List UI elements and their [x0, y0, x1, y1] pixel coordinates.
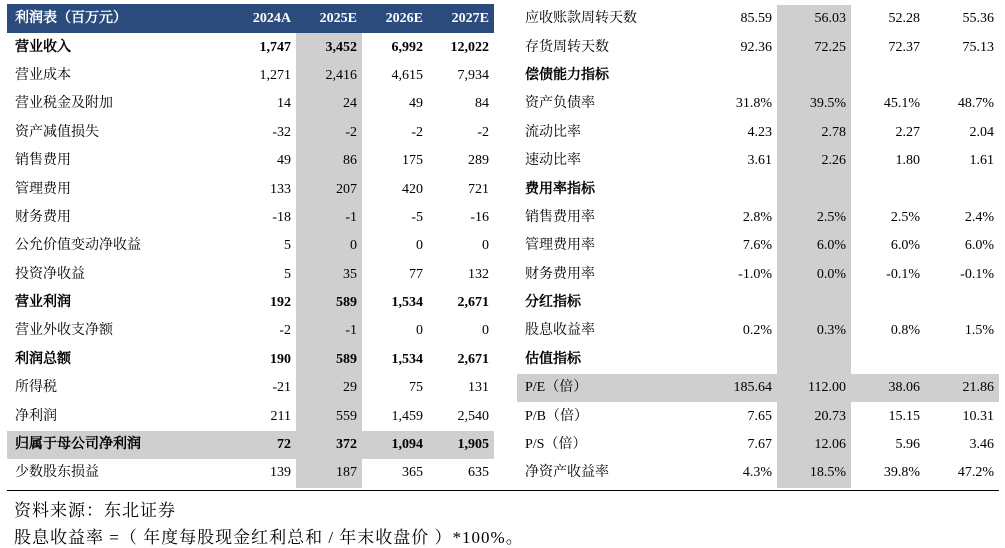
table-row: [517, 317, 999, 345]
row-value: 49: [277, 153, 291, 169]
row-value: 4.23: [747, 124, 772, 140]
table-row: [517, 346, 999, 374]
row-value: 39.8%: [883, 465, 920, 481]
row-value: 48.7%: [957, 96, 994, 112]
row-value: 5: [284, 238, 291, 254]
row-value: 1,534: [391, 351, 423, 367]
row-value: -18: [272, 209, 291, 225]
table-row: [7, 204, 494, 232]
row-value: 192: [270, 295, 291, 311]
row-value: 21.86: [925, 374, 999, 402]
row-value: 207: [296, 175, 362, 203]
year-header: 2027E: [428, 5, 494, 33]
row-label: 营业成本: [15, 67, 71, 83]
financial-ratios-table: [517, 5, 999, 488]
row-label: 投资净收益: [15, 266, 85, 282]
table-row: [7, 374, 494, 402]
row-value: 139: [270, 465, 291, 481]
row-value: 14: [277, 96, 291, 112]
row-value: 52.28: [888, 11, 920, 27]
table-row: [7, 175, 494, 203]
row-value: 589: [296, 289, 362, 317]
row-value: [711, 175, 777, 203]
row-value: -5: [411, 209, 423, 225]
row-value: 3.61: [747, 153, 772, 169]
row-label: 利润总额: [15, 351, 71, 367]
row-value: 589: [296, 346, 362, 374]
row-value: 2.5%: [890, 209, 920, 225]
table-row: [7, 147, 494, 175]
row-value: 0: [482, 323, 489, 339]
row-label: 少数股东损益: [15, 465, 99, 481]
row-value: [777, 175, 851, 203]
year-header: 2024A: [230, 5, 296, 33]
row-value: 289: [468, 153, 489, 169]
row-label: 财务费用率: [525, 266, 595, 282]
table-row: [7, 289, 494, 317]
row-value: 185.64: [711, 374, 777, 402]
row-value: -16: [470, 209, 489, 225]
table-row: [517, 5, 999, 33]
row-value: 0: [416, 323, 423, 339]
row-value: 77: [409, 266, 423, 282]
row-value: 47.2%: [957, 465, 994, 481]
row-label: 应收账款周转天数: [525, 11, 637, 27]
row-value: 2,671: [457, 351, 489, 367]
table-row: [7, 232, 494, 260]
row-value: 0: [482, 238, 489, 254]
table-row: [7, 261, 494, 289]
row-value: 4,615: [391, 67, 423, 83]
row-label: 所得税: [15, 380, 57, 396]
row-value: 372: [296, 431, 362, 459]
row-value: 7.65: [747, 408, 772, 424]
row-value: 2.4%: [964, 209, 994, 225]
row-value: 6.0%: [890, 238, 920, 254]
row-value: 1,747: [259, 39, 291, 55]
row-value: -0.1%: [886, 266, 920, 282]
row-value: 721: [468, 181, 489, 197]
row-value: 0: [416, 238, 423, 254]
table-row: [517, 204, 999, 232]
row-value: 211: [270, 408, 291, 424]
table-row: [7, 459, 494, 487]
row-value: -2: [411, 124, 423, 140]
row-value: [851, 175, 925, 203]
row-value: 86: [296, 147, 362, 175]
table-row: [517, 402, 999, 430]
table-bottom-rule: [7, 490, 999, 491]
row-value: 6.0%: [777, 232, 851, 260]
row-value: 365: [402, 465, 423, 481]
row-value: 56.03: [777, 5, 851, 33]
row-value: 2.27: [895, 124, 920, 140]
table-row: [7, 33, 494, 61]
row-value: 2.78: [777, 119, 851, 147]
dividend-yield-formula-note: 股息收益率 =（ 年度每股现金红利总和 / 年末收盘价 ）*100%。: [14, 528, 524, 547]
row-value: [851, 289, 925, 317]
row-value: 0: [296, 232, 362, 260]
table-row: [7, 431, 494, 459]
row-label: P/E（倍）: [517, 374, 711, 402]
row-value: 49: [409, 96, 423, 112]
table-row: [517, 261, 999, 289]
row-value: 0.3%: [777, 317, 851, 345]
row-value: 6.0%: [964, 238, 994, 254]
row-value: -21: [272, 380, 291, 396]
row-value: 1.5%: [964, 323, 994, 339]
row-value: 420: [402, 181, 423, 197]
row-value: 29: [296, 374, 362, 402]
row-value: 10.31: [962, 408, 994, 424]
table-row: [517, 289, 999, 317]
row-label: 流动比率: [525, 124, 581, 140]
row-value: 0.0%: [777, 261, 851, 289]
row-value: 72.37: [888, 39, 920, 55]
row-value: 190: [270, 351, 291, 367]
row-label: 财务费用: [15, 209, 71, 225]
row-label: 营业利润: [15, 295, 71, 311]
row-value: 112.00: [777, 374, 851, 402]
row-value: -2: [477, 124, 489, 140]
table-row: [7, 62, 494, 90]
row-value: [777, 346, 851, 374]
row-value: 85.59: [740, 11, 772, 27]
row-value: [711, 62, 777, 90]
row-value: 187: [296, 459, 362, 487]
table-row: [517, 62, 999, 90]
row-value: -2: [296, 119, 362, 147]
table-row: [7, 402, 494, 430]
row-value: 35: [296, 261, 362, 289]
row-value: 7.6%: [742, 238, 772, 254]
row-label: 净资产收益率: [525, 465, 609, 481]
row-value: 84: [475, 96, 489, 112]
row-label: 管理费用率: [525, 238, 595, 254]
row-label: 营业收入: [15, 39, 71, 55]
row-value: 1.80: [895, 153, 920, 169]
row-label: 营业外收支净额: [15, 323, 113, 339]
row-value: -1: [296, 204, 362, 232]
row-value: 5.96: [895, 437, 920, 453]
row-value: [925, 175, 999, 203]
row-label: 股息收益率: [525, 323, 595, 339]
row-label: P/S（倍）: [525, 437, 587, 453]
row-value: 1,459: [391, 408, 423, 424]
row-value: 5: [284, 266, 291, 282]
row-label: 管理费用: [15, 181, 71, 197]
table-header-row: [7, 5, 494, 33]
table-row: [517, 175, 999, 203]
table-row: [517, 431, 999, 459]
table-row: [517, 459, 999, 487]
row-value: -0.1%: [960, 266, 994, 282]
income-statement-table: [7, 5, 494, 488]
row-value: [777, 62, 851, 90]
row-value: 3.46: [969, 437, 994, 453]
row-value: 20.73: [777, 402, 851, 430]
row-value: 72: [230, 431, 296, 459]
row-value: [925, 289, 999, 317]
row-value: 2,540: [457, 408, 489, 424]
table-row: [517, 232, 999, 260]
row-value: 133: [270, 181, 291, 197]
row-label: P/B（倍）: [525, 408, 589, 424]
row-value: 31.8%: [735, 96, 772, 112]
row-value: 1,094: [362, 431, 428, 459]
row-label: 资产减值损失: [15, 124, 99, 140]
row-label: 分红指标: [525, 295, 581, 311]
row-value: 0.8%: [890, 323, 920, 339]
row-label: 净利润: [15, 408, 57, 424]
row-label: 速动比率: [525, 153, 581, 169]
row-value: 75: [409, 380, 423, 396]
row-value: [711, 289, 777, 317]
table-row: [517, 147, 999, 175]
row-value: [925, 62, 999, 90]
year-header: 2026E: [362, 5, 428, 33]
row-value: -32: [272, 124, 291, 140]
row-value: [925, 346, 999, 374]
row-value: 2.26: [777, 147, 851, 175]
row-value: 2,416: [296, 62, 362, 90]
row-value: 1,271: [259, 67, 291, 83]
table-row: [517, 90, 999, 118]
row-value: 12.06: [777, 431, 851, 459]
row-value: 559: [296, 402, 362, 430]
row-value: 7,934: [457, 67, 489, 83]
row-value: 24: [296, 90, 362, 118]
row-value: -1.0%: [738, 266, 772, 282]
row-label: 销售费用: [15, 153, 71, 169]
table-row: [517, 33, 999, 61]
row-label: 公允价值变动净收益: [15, 238, 141, 254]
table-row: [7, 90, 494, 118]
row-value: 2.5%: [777, 204, 851, 232]
row-label: 归属于母公司净利润: [7, 431, 230, 459]
row-label: 营业税金及附加: [15, 96, 113, 112]
row-value: 75.13: [962, 39, 994, 55]
table-row: [7, 119, 494, 147]
row-value: 15.15: [888, 408, 920, 424]
row-value: 1.61: [969, 153, 994, 169]
row-value: -1: [296, 317, 362, 345]
row-value: 0.2%: [742, 323, 772, 339]
source-note: 资料来源：东北证券: [14, 501, 176, 520]
table-row: [7, 346, 494, 374]
row-label: 估值指标: [525, 351, 581, 367]
row-value: 1,905: [428, 431, 494, 459]
row-value: 6,992: [391, 39, 423, 55]
row-value: 1,534: [391, 295, 423, 311]
row-value: 4.3%: [742, 465, 772, 481]
year-header: 2025E: [296, 5, 362, 33]
row-value: 18.5%: [777, 459, 851, 487]
row-label: 销售费用率: [525, 209, 595, 225]
table-row: [517, 119, 999, 147]
row-value: 92.36: [740, 39, 772, 55]
row-label: 费用率指标: [525, 181, 595, 197]
row-label: 偿债能力指标: [525, 67, 609, 83]
row-value: 45.1%: [883, 96, 920, 112]
table-row: [517, 374, 999, 402]
row-value: 175: [402, 153, 423, 169]
row-label: 资产负债率: [525, 96, 595, 112]
row-value: [777, 289, 851, 317]
row-value: 12,022: [450, 39, 489, 55]
row-value: 55.36: [962, 11, 994, 27]
row-value: 38.06: [851, 374, 925, 402]
row-value: 2.8%: [742, 209, 772, 225]
row-value: 3,452: [296, 33, 362, 61]
row-value: [711, 346, 777, 374]
row-value: [851, 62, 925, 90]
table-row: [7, 317, 494, 345]
row-value: 39.5%: [777, 90, 851, 118]
row-value: [851, 346, 925, 374]
row-label: 存货周转天数: [525, 39, 609, 55]
table-title: 利润表（百万元）: [7, 5, 230, 33]
row-value: 7.67: [747, 437, 772, 453]
row-value: 2.04: [969, 124, 994, 140]
row-value: 2,671: [457, 295, 489, 311]
row-value: 131: [468, 380, 489, 396]
row-value: 635: [468, 465, 489, 481]
row-value: 72.25: [777, 33, 851, 61]
row-value: -2: [279, 323, 291, 339]
row-value: 132: [468, 266, 489, 282]
